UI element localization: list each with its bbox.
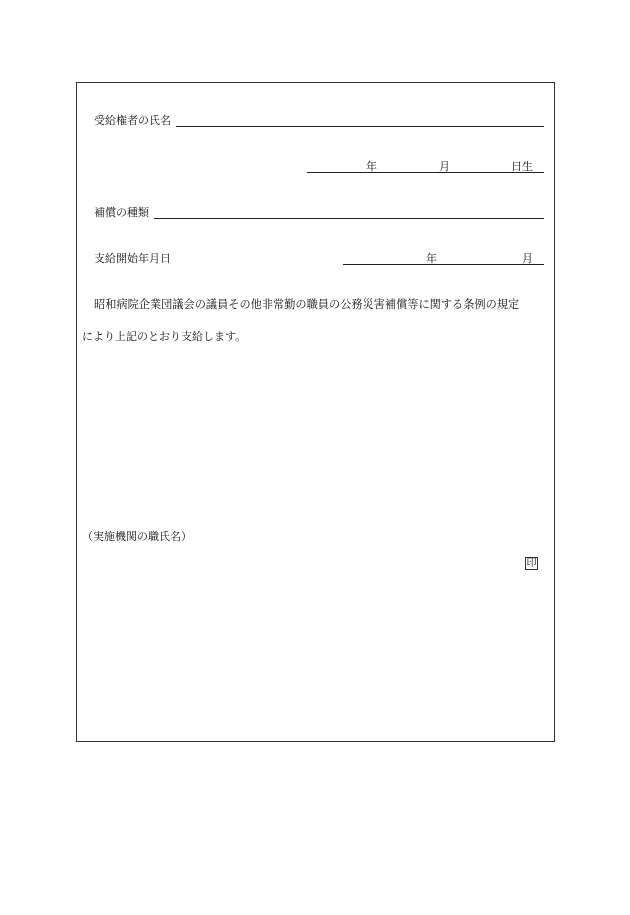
recipient-name-label: 受給権者の氏名 <box>94 114 171 127</box>
birth-date-line <box>307 172 544 173</box>
statement-line-1: 昭和病院企業団議会の議員その他非常勤の職員の公務災害補償等に関する条例の規定 <box>94 298 520 311</box>
birth-year-label: 年 <box>366 160 377 173</box>
payment-start-month-label: 月 <box>522 252 533 265</box>
recipient-name-line <box>176 126 544 127</box>
compensation-type-label: 補償の種類 <box>94 206 149 219</box>
payment-start-label: 支給開始年月日 <box>94 252 171 265</box>
payment-start-line <box>343 264 544 265</box>
form-frame <box>76 82 555 742</box>
official-label: （実施機関の職氏名） <box>82 530 192 543</box>
compensation-type-line <box>154 218 544 219</box>
birth-day-label: 日生 <box>511 160 533 173</box>
statement-line-2: により上記のとおり支給します。 <box>82 330 247 343</box>
birth-month-label: 月 <box>439 160 450 173</box>
seal-mark: 印 <box>526 558 537 569</box>
payment-start-year-label: 年 <box>426 252 437 265</box>
